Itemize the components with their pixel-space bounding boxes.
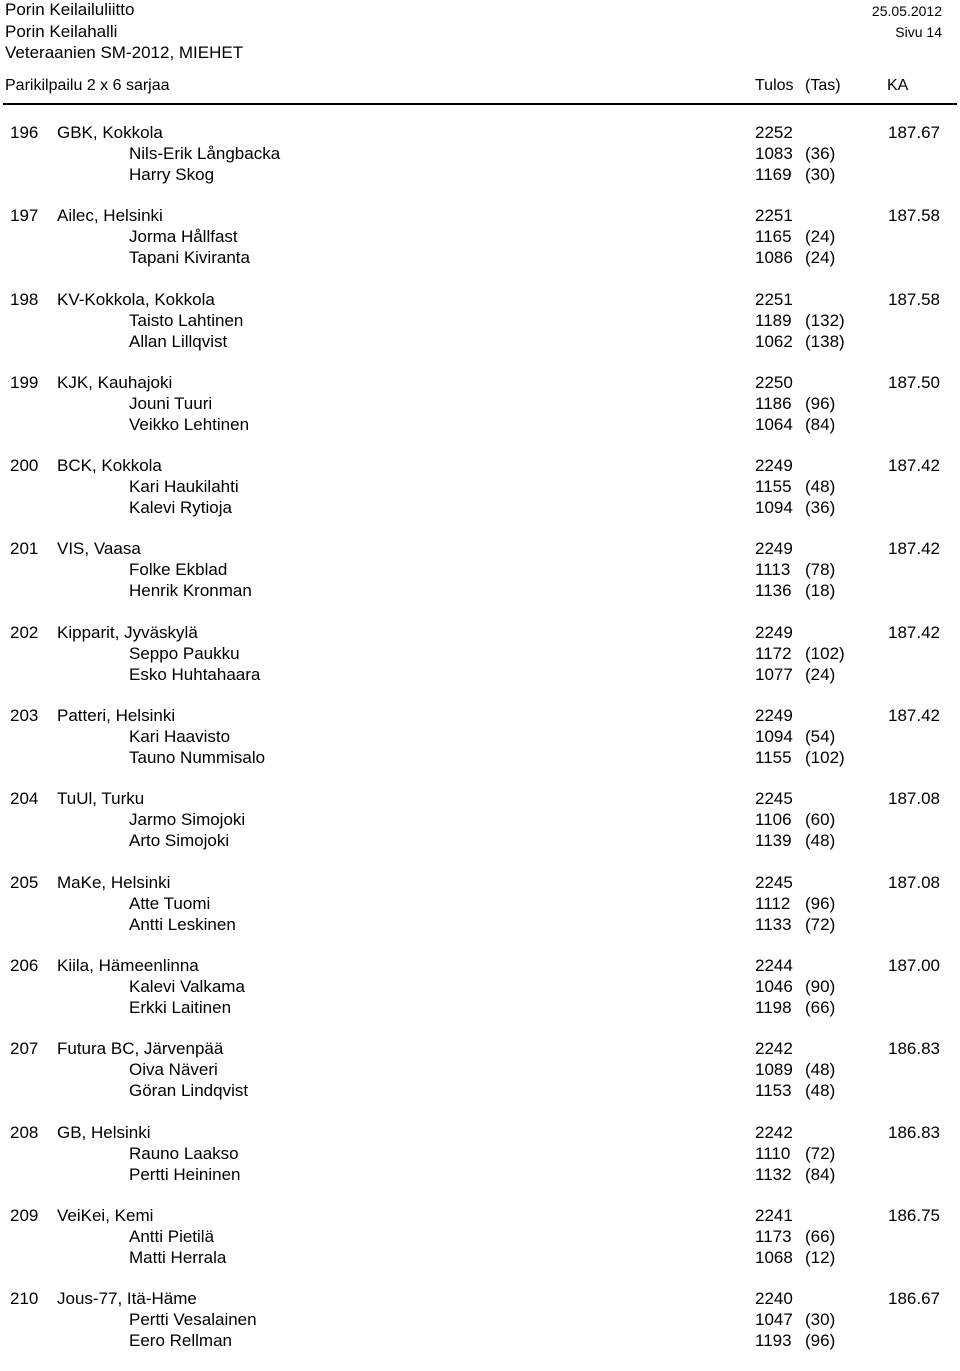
team-club: KJK, Kauhajoki (57, 372, 173, 392)
team-club: Ailec, Helsinki (57, 206, 163, 226)
player-games: (132) (805, 310, 845, 330)
column-header-result: Tulos (755, 77, 794, 94)
player-games: (24) (805, 227, 836, 247)
player-name: Erkki Laitinen (129, 997, 232, 1017)
player-row (0, 393, 960, 414)
player-score: 1106 (755, 810, 792, 830)
team-entry (0, 455, 960, 538)
player-name: Göran Lindqvist (129, 1081, 249, 1101)
player-name: Eero Rellman (129, 1331, 232, 1351)
team-entry (0, 372, 960, 455)
team-row (0, 622, 960, 643)
team-total: 2245 (755, 789, 793, 809)
player-name: Taisto Lahtinen (129, 310, 244, 330)
player-row (0, 331, 960, 352)
player-name: Jouni Tuuri (129, 393, 213, 413)
player-row (0, 1080, 960, 1101)
player-name: Kari Haukilahti (129, 477, 239, 497)
player-row (0, 1059, 960, 1080)
player-row (0, 476, 960, 497)
player-name: Jarmo Simojoki (129, 810, 246, 830)
player-score: 1064 (755, 414, 793, 434)
team-row (0, 872, 960, 893)
player-games: (138) (805, 331, 845, 351)
team-average: 187.67 (888, 123, 940, 142)
player-score: 1153 (755, 1081, 792, 1101)
team-total: 2240 (755, 1289, 793, 1309)
team-average: 187.08 (888, 872, 940, 892)
column-header-games: (Tas) (805, 77, 841, 94)
team-row (0, 1038, 960, 1059)
team-row (0, 205, 960, 226)
player-score: 1132 (755, 1164, 792, 1184)
team-entry (0, 955, 960, 1038)
team-club: Jous-77, Itä-Häme (57, 1289, 197, 1309)
player-row (0, 247, 960, 268)
player-games: (102) (805, 748, 845, 768)
player-score: 1139 (755, 831, 792, 851)
team-average: 187.42 (888, 456, 940, 476)
team-total: 2249 (755, 706, 793, 726)
player-score: 1047 (755, 1310, 793, 1330)
player-games: (30) (805, 1310, 836, 1330)
player-name: Arto Simojoki (129, 831, 230, 851)
player-name: Jorma Hållfast (129, 227, 238, 247)
player-games: (96) (805, 1331, 836, 1351)
team-total: 2244 (755, 955, 793, 975)
team-rank: 196 (10, 123, 39, 142)
team-total: 2245 (755, 872, 793, 892)
team-average: 187.08 (888, 789, 940, 809)
team-average: 187.00 (888, 955, 940, 975)
player-row (0, 580, 960, 601)
team-row (0, 788, 960, 809)
player-score: 1172 (755, 643, 792, 663)
team-club: MaKe, Helsinki (57, 872, 171, 892)
team-entry (0, 788, 960, 871)
player-name: Veikko Lehtinen (129, 414, 250, 434)
player-name: Seppo Paukku (129, 643, 240, 663)
team-row (0, 955, 960, 976)
player-row (0, 1309, 960, 1330)
player-games: (66) (805, 1226, 836, 1246)
player-score: 1077 (755, 664, 793, 684)
team-average: 186.83 (888, 1122, 940, 1142)
player-score: 1112 (755, 893, 791, 913)
team-club: BCK, Kokkola (57, 456, 162, 476)
player-score: 1136 (755, 581, 792, 601)
player-name: Oiva Näveri (129, 1060, 218, 1080)
team-average: 187.42 (888, 539, 940, 559)
team-average: 186.75 (888, 1205, 940, 1225)
player-name: Rauno Laakso (129, 1143, 239, 1163)
player-name: Antti Leskinen (129, 914, 236, 934)
player-score: 1186 (755, 393, 792, 413)
player-score: 1094 (755, 727, 793, 747)
player-score: 1165 (755, 227, 792, 247)
player-score: 1198 (755, 997, 792, 1017)
player-row (0, 226, 960, 247)
player-score: 1089 (755, 1060, 793, 1080)
player-row (0, 664, 960, 685)
team-club: VeiKei, Kemi (57, 1205, 154, 1225)
player-score: 1094 (755, 498, 793, 518)
player-row (0, 310, 960, 331)
player-games: (60) (805, 810, 836, 830)
team-rank: 206 (10, 955, 39, 975)
player-games: (48) (805, 831, 836, 851)
player-name: Henrik Kronman (129, 581, 252, 601)
team-entry (0, 1288, 960, 1371)
player-name: Esko Huhtahaara (129, 664, 261, 684)
player-row (0, 1226, 960, 1247)
player-name: Folke Ekblad (129, 560, 228, 580)
team-entry (0, 622, 960, 705)
venue-title: Porin Keilahalli (5, 22, 118, 41)
team-row (0, 122, 960, 143)
player-row (0, 726, 960, 747)
team-entry (0, 205, 960, 288)
player-row (0, 1330, 960, 1351)
player-score: 1083 (755, 144, 793, 163)
team-entry (0, 122, 960, 205)
player-name: Matti Herrala (129, 1247, 227, 1267)
player-games: (18) (805, 581, 836, 601)
team-rank: 199 (10, 372, 39, 392)
player-row (0, 414, 960, 435)
player-name: Atte Tuomi (129, 893, 211, 913)
team-rank: 204 (10, 789, 39, 809)
player-row (0, 1164, 960, 1185)
team-rank: 208 (10, 1122, 39, 1142)
player-score: 1133 (755, 914, 792, 934)
player-games: (96) (805, 393, 836, 413)
player-score: 1155 (755, 748, 792, 768)
team-total: 2252 (755, 123, 793, 142)
team-total: 2251 (755, 289, 793, 309)
player-name: Pertti Vesalainen (129, 1310, 257, 1330)
event-title: Veteraanien SM-2012, MIEHET (5, 43, 244, 62)
player-games: (66) (805, 997, 836, 1017)
player-games: (48) (805, 477, 836, 497)
team-row (0, 289, 960, 310)
team-entry (0, 705, 960, 788)
team-club: Kiila, Hämeenlinna (57, 955, 199, 975)
print-date: 25.05.2012 (871, 3, 942, 19)
player-score: 1068 (755, 1247, 793, 1267)
player-name: Pertti Heininen (129, 1164, 241, 1184)
player-games: (72) (805, 1143, 836, 1163)
team-average: 187.50 (888, 372, 940, 392)
player-row (0, 747, 960, 768)
player-name: Harry Skog (129, 165, 215, 184)
player-games: (48) (805, 1081, 836, 1101)
player-row (0, 809, 960, 830)
player-row (0, 1143, 960, 1164)
team-row (0, 538, 960, 559)
page-number: Sivu 14 (895, 24, 942, 40)
player-games: (84) (805, 414, 836, 434)
team-total: 2242 (755, 1122, 793, 1142)
player-score: 1110 (755, 1143, 791, 1163)
player-games: (36) (805, 498, 836, 518)
organization-title: Porin Keilailuliitto (5, 0, 135, 19)
player-row (0, 893, 960, 914)
team-total: 2250 (755, 372, 793, 392)
player-games: (72) (805, 914, 836, 934)
team-average: 186.83 (888, 1039, 940, 1059)
team-row (0, 1205, 960, 1226)
player-row (0, 164, 960, 185)
header-divider (3, 103, 957, 105)
player-score: 1113 (755, 560, 791, 580)
team-entry (0, 538, 960, 621)
team-row (0, 705, 960, 726)
player-games: (78) (805, 560, 836, 580)
player-games: (90) (805, 976, 836, 996)
player-games: (102) (805, 643, 845, 663)
player-row (0, 914, 960, 935)
team-total: 2249 (755, 622, 793, 642)
team-club: GB, Helsinki (57, 1122, 151, 1142)
team-average: 186.67 (888, 1289, 940, 1309)
player-games: (96) (805, 893, 836, 913)
player-row (0, 143, 960, 164)
team-club: GBK, Kokkola (57, 123, 163, 142)
player-name: Allan Lillqvist (129, 331, 228, 351)
player-games: (24) (805, 664, 836, 684)
team-club: VIS, Vaasa (57, 539, 141, 559)
player-score: 1086 (755, 248, 793, 268)
player-row (0, 997, 960, 1018)
team-rank: 209 (10, 1205, 39, 1225)
team-total: 2242 (755, 1039, 793, 1059)
player-score: 1189 (755, 310, 792, 330)
player-games: (24) (805, 248, 836, 268)
player-row (0, 830, 960, 851)
player-row (0, 976, 960, 997)
team-average: 187.58 (888, 289, 940, 309)
team-club: Kipparit, Jyväskylä (57, 622, 198, 642)
team-rank: 203 (10, 706, 39, 726)
team-rank: 210 (10, 1289, 39, 1309)
team-rank: 201 (10, 539, 39, 559)
team-total: 2241 (755, 1205, 793, 1225)
team-rank: 198 (10, 289, 39, 309)
team-average: 187.58 (888, 206, 940, 226)
player-score: 1062 (755, 331, 793, 351)
team-club: KV-Kokkola, Kokkola (57, 289, 215, 309)
player-games: (30) (805, 165, 836, 184)
competition-name: Parikilpailu 2 x 6 sarjaa (5, 77, 170, 94)
team-entry (0, 1038, 960, 1121)
player-row (0, 643, 960, 664)
team-average: 187.42 (888, 622, 940, 642)
player-name: Tapani Kiviranta (129, 248, 250, 268)
team-entry (0, 1122, 960, 1205)
player-games: (36) (805, 144, 836, 163)
team-rank: 197 (10, 206, 39, 226)
team-rank: 202 (10, 622, 39, 642)
team-row (0, 372, 960, 393)
team-row (0, 1122, 960, 1143)
player-name: Kalevi Rytioja (129, 498, 232, 518)
team-rank: 207 (10, 1039, 39, 1059)
team-rank: 205 (10, 872, 39, 892)
column-header-average: KA (887, 77, 909, 94)
player-name: Tauno Nummisalo (129, 748, 266, 768)
player-games: (48) (805, 1060, 836, 1080)
player-score: 1169 (755, 165, 792, 184)
team-row (0, 1288, 960, 1309)
player-score: 1173 (755, 1226, 792, 1246)
player-score: 1155 (755, 477, 792, 497)
team-club: Patteri, Helsinki (57, 706, 176, 726)
player-games: (84) (805, 1164, 836, 1184)
team-entry (0, 1205, 960, 1288)
player-row (0, 497, 960, 518)
team-club: TuUl, Turku (57, 789, 145, 809)
team-club: Futura BC, Järvenpää (57, 1039, 224, 1059)
team-entry (0, 289, 960, 372)
player-name: Nils-Erik Långbacka (129, 144, 281, 163)
team-entry (0, 872, 960, 955)
player-games: (54) (805, 727, 836, 747)
player-name: Antti Pietilä (129, 1226, 215, 1246)
team-rank: 200 (10, 456, 39, 476)
player-name: Kari Haavisto (129, 727, 231, 747)
team-total: 2249 (755, 539, 793, 559)
player-row (0, 559, 960, 580)
player-name: Kalevi Valkama (129, 976, 245, 996)
player-score: 1046 (755, 976, 793, 996)
player-games: (12) (805, 1247, 836, 1267)
team-average: 187.42 (888, 706, 940, 726)
player-row (0, 1247, 960, 1268)
results-list (0, 122, 960, 1371)
player-score: 1193 (755, 1331, 792, 1351)
team-total: 2251 (755, 206, 793, 226)
team-total: 2249 (755, 456, 793, 476)
team-row (0, 455, 960, 476)
